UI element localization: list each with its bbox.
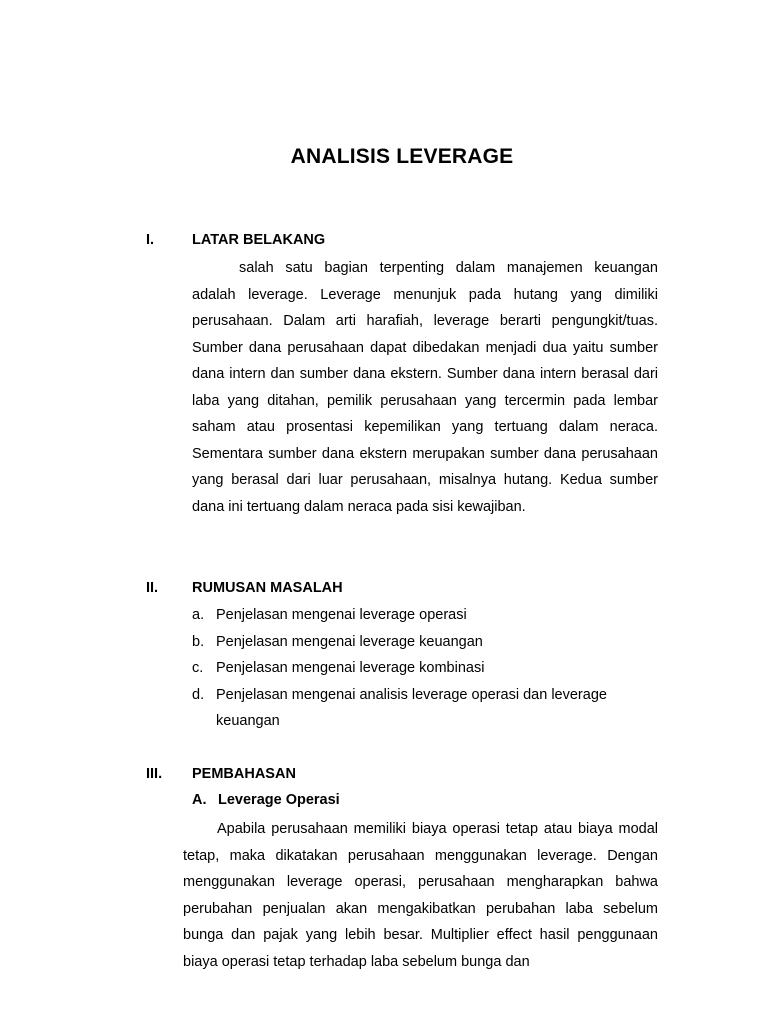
list-item-marker: b. [192, 633, 205, 650]
document-title: ANALISIS LEVERAGE [290, 145, 514, 168]
section-1-title: LATAR BELAKANG [192, 232, 326, 248]
subsection-title: Leverage Operasi [218, 792, 340, 808]
list-item-text: Penjelasan mengenai analisis leverage operasi dan leverage keuangan [216, 686, 607, 729]
section-1-number: I. [146, 232, 155, 248]
problem-list [192, 602, 658, 735]
subsection-paragraph: Apabila perusahaan memiliki biaya operasi tetap atau biaya modal tetap, maka dikatakan perusahaan menggunakan leverage. Dengan menggunakan leverage operasi, perusahaan mengharapkan bahwa perubahan penjualan akan mengakibatkan perubahan laba sebelum bunga dan pajak yang lebih besar. Multiplier effect hasil penggunaan biaya operasi tetap terhadap laba sebelum bunga dan [183, 821, 658, 970]
list-item-text: Penjelasan mengenai leverage kombinasi [216, 660, 485, 676]
section-1-paragraph: salah satu bagian terpenting dalam manajemen keuangan adalah leverage. Leverage menunjuk pada hutang yang dimiliki perusahaan. Dalam arti harafiah, leverage berarti pengungkit/tuas. Sumber dana perusahaan dapat dibedakan menjadi dua yaitu sumber dana intern dan sumber dana ekstern. Sumber dana intern berasal dari laba yang ditahan, pemilik perusahaan yang tercermin pada lembar saham atau prosentasi kepemilikan yang tertuang dalam neraca. Sementara sumber dana ekstern merupakan sumber dana perusahaan yang berasal dari luar perusahaan, misalnya hutang. Kedua sumber dana ini tertuang dalam neraca pada sisi kewajiban. [192, 260, 658, 515]
list-item-marker: d. [192, 686, 205, 703]
section-3-number: III. [146, 766, 163, 782]
subsection-marker: A. [192, 792, 207, 808]
section-2-number: II. [146, 580, 159, 596]
list-item [192, 655, 658, 682]
list-item-marker: c. [192, 660, 204, 676]
list-item [192, 602, 658, 629]
list-item-text: Penjelasan mengenai leverage keuangan [216, 633, 483, 650]
list-item [192, 682, 658, 735]
section-2-title: RUMUSAN MASALAH [192, 580, 343, 596]
list-item-text: Penjelasan mengenai leverage operasi [216, 607, 467, 623]
list-item-marker: a. [192, 607, 205, 623]
list-item [192, 629, 658, 656]
section-3-title: PEMBAHASAN [192, 766, 296, 782]
subsection-heading [192, 792, 340, 808]
